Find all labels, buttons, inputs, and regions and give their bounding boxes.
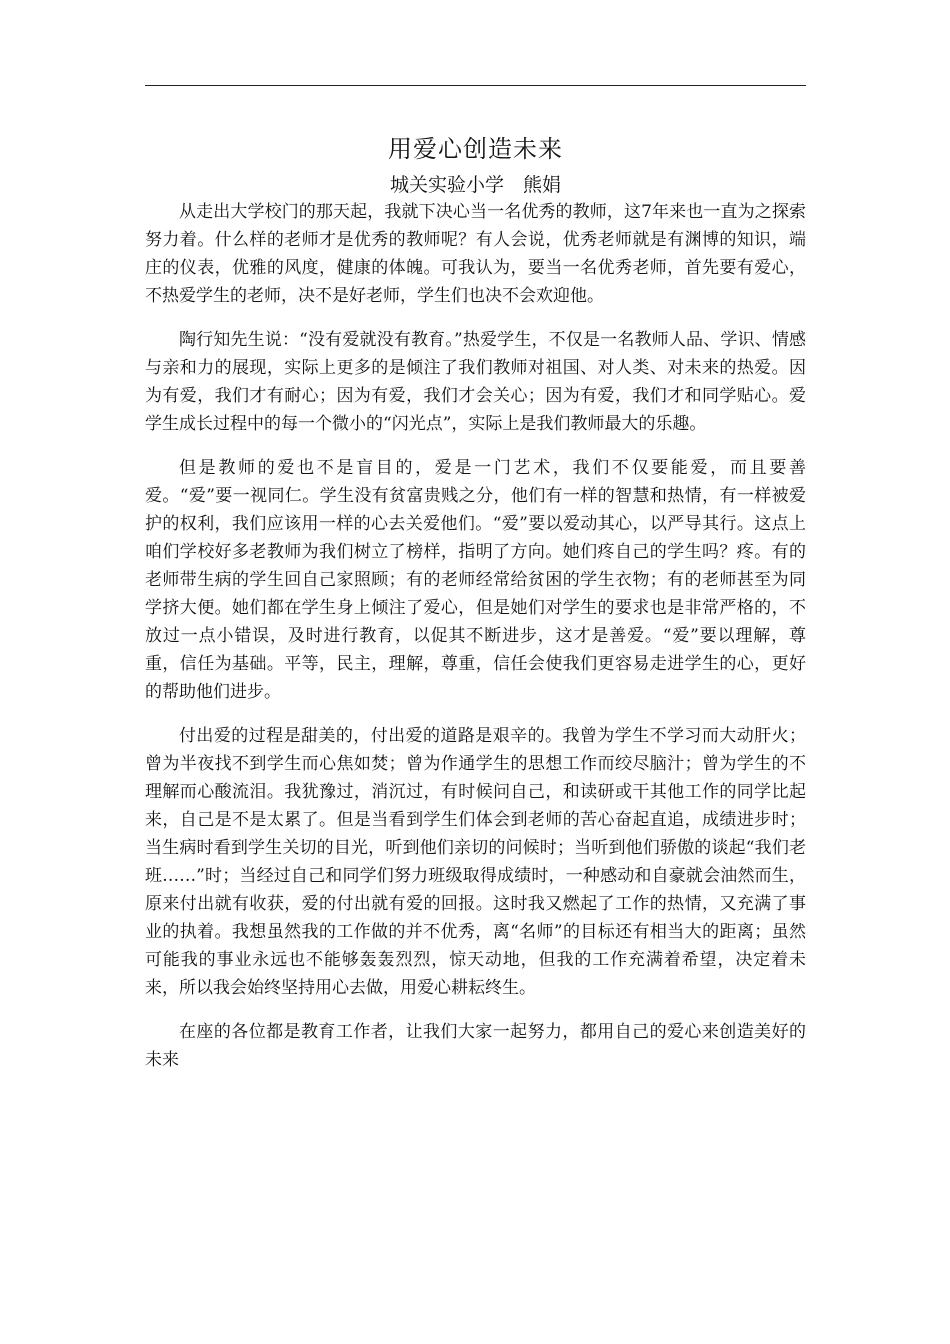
header-rule [145, 85, 806, 86]
document-body [145, 198, 806, 1090]
paragraph: 从走出大学校门的那天起，我就下决心当一名优秀的教师，这7年来也一直为之探索努力着。什么样的老师才是优秀的教师呢？有人会说，优秀老师就是有渊博的知识，端庄的仪表，优雅的风度，健康的体魄。可我认为，要当一名优秀老师，首先要有爱心，不热爱学生的老师，决不是好老师，学生们也决不会欢迎他。 [145, 202, 806, 306]
document-title: 用爱心创造未来 [388, 135, 563, 163]
document-author: 城关实验小学 熊娟 [389, 174, 561, 196]
paragraph: 陶行知先生说：“没有爱就没有教育。”热爱学生，不仅是一名教师人品、学识、情感与亲和力的展现，实际上更多的是倾注了我们教师对祖国、对人类、对未来的热爱。因为有爱，我们才有耐心；因为有爱，我们才会关心；因为有爱，我们才和同学贴心。爱学生成长过程中的每一个微小的“闪光点”，实际上是我们教师最大的乐趣。 [145, 330, 806, 434]
paragraph: 付出爱的过程是甜美的，付出爱的道路是艰辛的。我曾为学生不学习而大动肝火；曾为半夜找不到学生而心焦如焚；曾为作通学生的思想工作而绞尽脑汁；曾为学生的不理解而心酸流泪。我犹豫过，消沉过，有时候问自己，和读研或干其他工作的同学比起来，自己是不是太累了。但是当看到学生们体会到老师的苦心奋起直追，成绩进步时；当生病时看到学生关切的目光，听到他们亲切的问候时；当听到他们骄傲的谈起“我们老班……”时；当经过自己和同学们努力班级取得成绩时，一种感动和自豪就会油然而生，原来付出就有收获，爱的付出就有爱的回报。这时我又燃起了工作的热情，又充满了事业的执着。我想虽然我的工作做的并不优秀，离“名师”的目标还有相当大的距离；虽然可能我的事业永远也不能够轰轰烈烈，惊天动地，但我的工作充满着希望，决定着未来，所以我会始终坚持用心去做，用爱心耕耘终生。 [145, 726, 806, 998]
paragraph: 在座的各位都是教育工作者，让我们大家一起努力，都用自己的爱心来创造美好的未来 [145, 1022, 806, 1070]
paragraph: 但是教师的爱也不是盲目的，爱是一门艺术，我们不仅要能爱，而且要善爱。“爱”要一视同仁。学生没有贫富贵贱之分，他们有一样的智慧和热情，有一样被爱护的权利，我们应该用一样的心去关爱他们。“爱”要以爱动其心，以严导其行。这点上咱们学校好多老教师为我们树立了榜样，指明了方向。她们疼自己的学生吗？疼。有的老师带生病的学生回自己家照顾；有的老师经常给贫困的学生衣物；有的老师甚至为同学挤大便。她们都在学生身上倾注了爱心，但是她们对学生的要求也是非常严格的，不放过一点小错误，及时进行教育，以促其不断进步，这才是善爱。“爱”要以理解，尊重，信任为基础。平等，民主，理解，尊重，信任会使我们更容易走进学生的心，更好的帮助他们进步。 [145, 458, 806, 702]
